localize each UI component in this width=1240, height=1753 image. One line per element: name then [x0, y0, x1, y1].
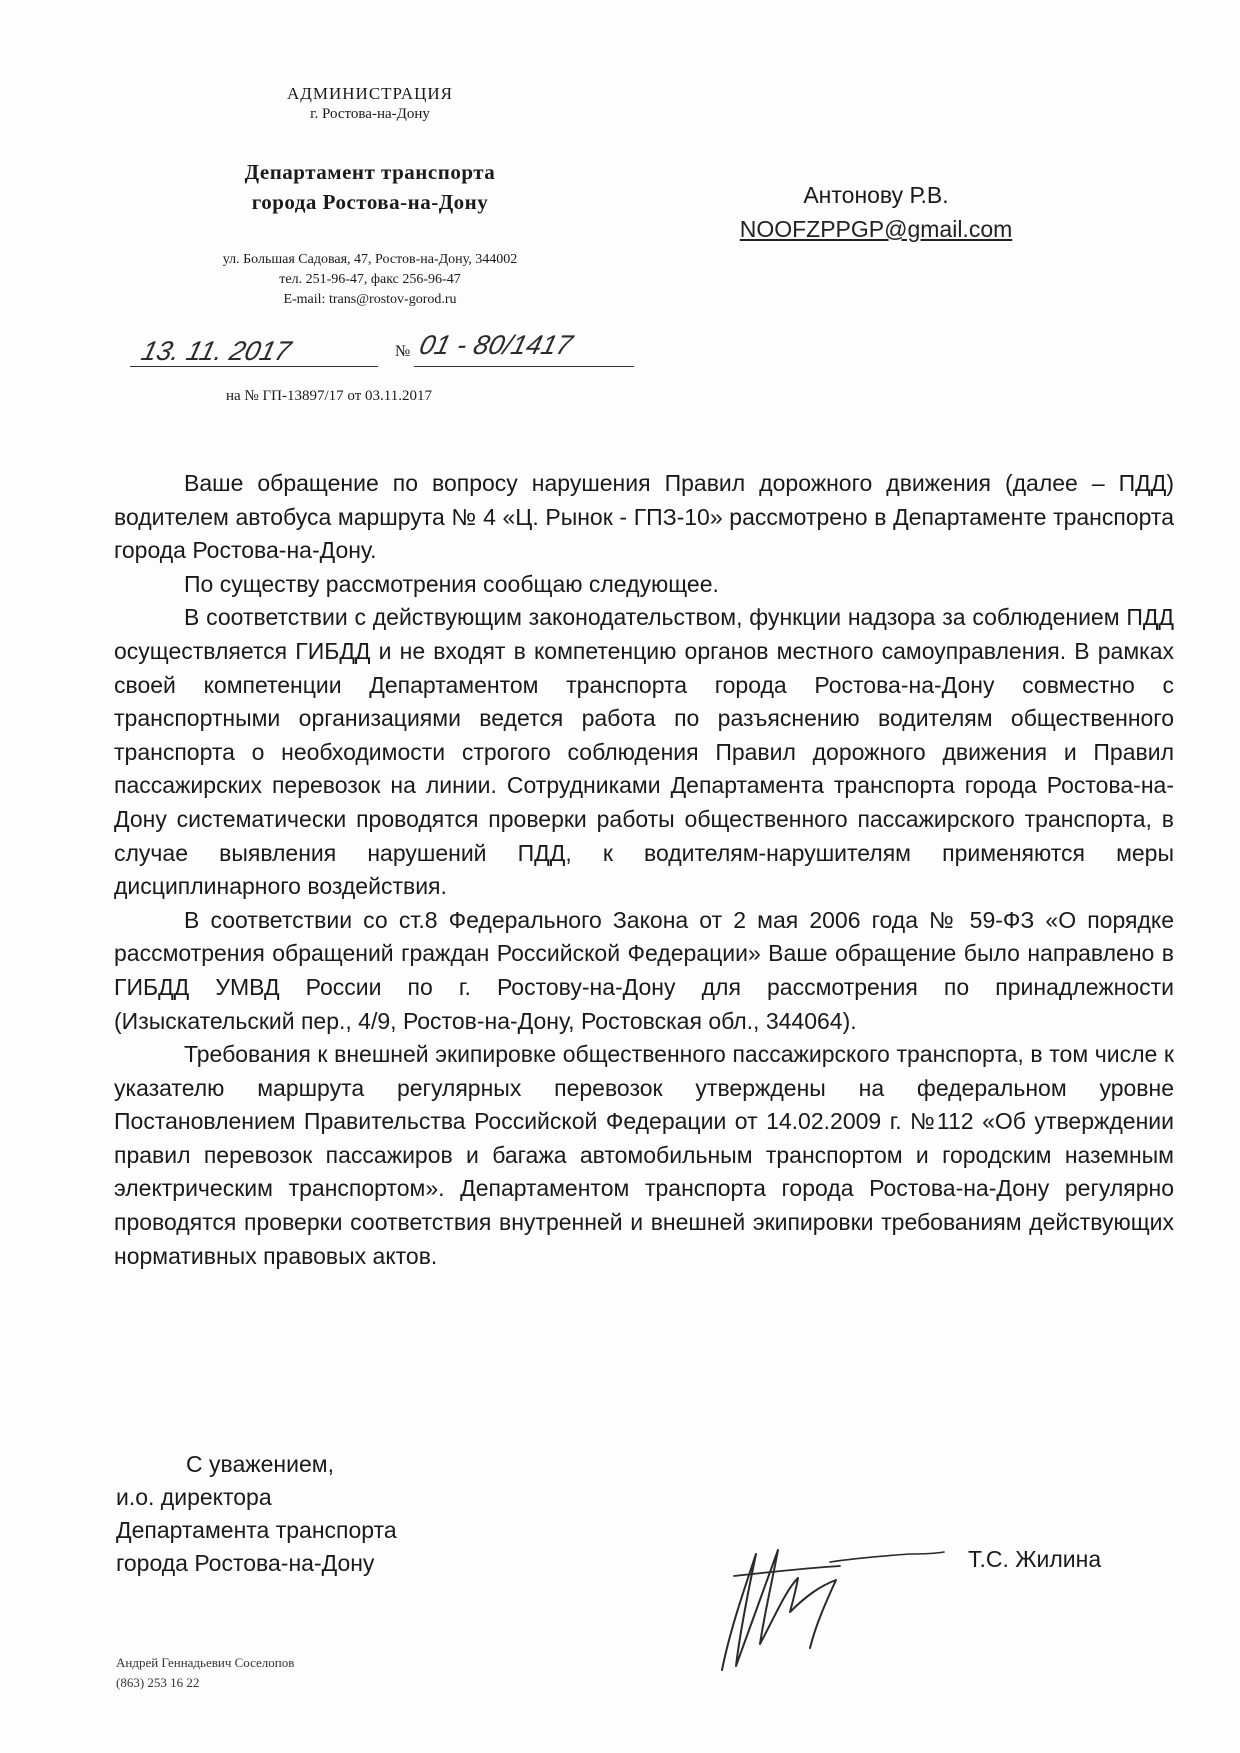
- number-underline: [414, 366, 634, 367]
- registration-number: 01 - 80/1417: [416, 330, 576, 360]
- org-city: г. Ростова-на-Дону: [310, 106, 430, 122]
- department-phone: тел. 251-96-47, факс 256-96-47: [279, 272, 461, 287]
- department-address: ул. Большая Садовая, 47, Ростов-на-Дону, 344002: [222, 252, 518, 267]
- signer-position-line1: и.о. директора: [116, 1484, 272, 1510]
- department-name-line2: города Ростова-на-Дону: [251, 190, 489, 214]
- handwritten-signature: [660, 1520, 950, 1680]
- signer-name: Т.С. Жилина: [968, 1546, 1102, 1572]
- date-underline: [130, 366, 378, 367]
- registration-date: 13. 11. 2017: [138, 336, 295, 366]
- executor-block: [116, 1653, 294, 1693]
- body-paragraph: Ваше обращение по вопросу нарушения Правил дорожного движения (далее – ПДД) водителем автобуса маршрута № 4 «Ц. Рынок - ГПЗ-10» рассмотрено в Департаменте транспорта города Ростова-на-Дону.: [114, 470, 1174, 564]
- addressee-block: [716, 178, 1036, 246]
- body-paragraph: В соответствии с действующим законодательством, функции надзора за соблюдением ПДД осуществляется ГИБДД и не входят в компетенцию органов местного самоуправления. В рамках своей компетенции Департаментом транспорта города Ростова-на-Дону совместно с транспортными организациями ведется работа по разъяснению водителям общественного транспорта о необходимости строгого соблюдения Правил дорожного движения и Правил пассажирских перевозок на линии. Сотрудниками Департамента транспорта города Ростова-на-Дону систематически проводятся проверки работы общественного пассажирского транспорта, в случае выявления нарушений ПДД, к водителям-нарушителям применяются меры дисциплинарного воздействия.: [114, 604, 1174, 900]
- department-email: E-mail: trans@rostov-gorod.ru: [283, 292, 457, 307]
- closing-greeting: С уважением,: [186, 1451, 334, 1477]
- signer-position-line2: Департамента транспорта: [116, 1517, 397, 1543]
- org-name: АДМИНИСТРАЦИЯ: [287, 84, 453, 103]
- addressee-email[interactable]: NOOFZPPGP@gmail.com: [739, 216, 1013, 242]
- addressee-name: Антонову Р.В.: [803, 182, 949, 208]
- executor-name: Андрей Геннадьевич Соселопов: [116, 1655, 295, 1670]
- body-paragraph: В соответствии со ст.8 Федерального Закона от 2 мая 2006 года № 59-ФЗ «О порядке рассмотрения обращений граждан Российской Федерации» Ваше обращение было направлено в ГИБДД УМВД России по г. Ростову-на-Дону для рассмотрения по принадлежности (Изыскательский пер., 4/9, Ростов-на-Дону, Ростовская обл., 344064).: [114, 906, 1174, 1034]
- closing-block: [116, 1448, 397, 1580]
- incoming-reference: на № ГП-13897/17 от 03.11.2017: [226, 388, 432, 404]
- number-sign: №: [395, 343, 411, 360]
- executor-phone: (863) 253 16 22: [116, 1675, 200, 1690]
- body-paragraph: По существу рассмотрения сообщаю следующее.: [184, 570, 719, 597]
- letter-body: [114, 467, 1174, 1273]
- department-name-line1: Департамент транспорта: [244, 160, 496, 184]
- department-contacts: [110, 250, 630, 310]
- body-paragraph: Требования к внешней экипировке общественного пассажирского транспорта, в том числе к указателю маршрута регулярных перевозок утверждены на федеральном уровне Постановлением Правительства Российской Федерации от 14.02.2009 г. №112 «Об утверждении правил перевозок пассажиров и багажа автомобильным транспортом и городским наземным электрическим транспортом». Департаментом транспорта города Ростова-на-Дону регулярно проводятся проверки соответствия внутренней и внешней экипировки требованиям действующих нормативных правовых актов.: [114, 1041, 1174, 1269]
- signer-position-line3: города Ростова-на-Дону: [116, 1550, 375, 1576]
